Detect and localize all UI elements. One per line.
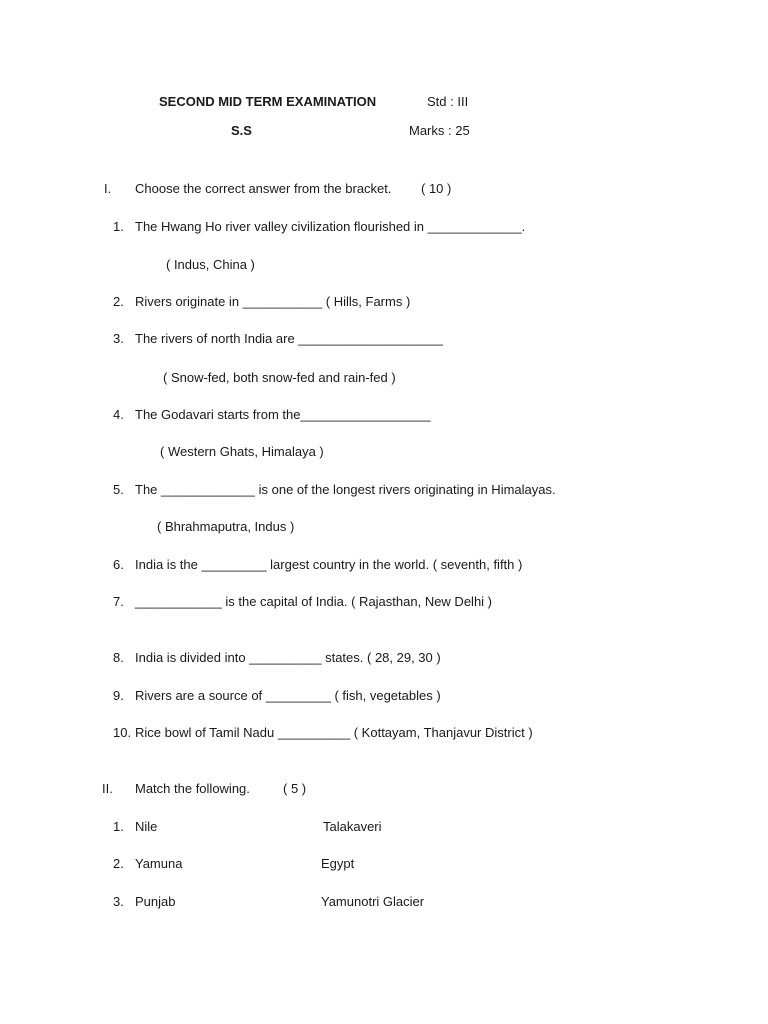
question-text: Rice bowl of Tamil Nadu __________ ( Kottayam, Thanjavur District ) bbox=[135, 725, 533, 740]
match-number: 1. bbox=[113, 819, 124, 834]
section1-marks: ( 10 ) bbox=[421, 181, 452, 196]
match-right-item: Egypt bbox=[321, 856, 355, 871]
question-text: The rivers of north India are ____________________ bbox=[135, 331, 443, 346]
question-number: 9. bbox=[113, 688, 124, 703]
question-text: ____________ is the capital of India. ( Rajasthan, New Delhi ) bbox=[135, 594, 492, 609]
question-options: ( Western Ghats, Himalaya ) bbox=[160, 444, 324, 459]
question-number: 8. bbox=[113, 650, 124, 665]
std-label: Std : III bbox=[427, 94, 469, 109]
question-number: 7. bbox=[113, 594, 124, 609]
match-right-item: Talakaveri bbox=[323, 819, 382, 834]
marks-label: Marks : 25 bbox=[409, 123, 470, 138]
match-left-item: Nile bbox=[135, 819, 158, 834]
question-number: 4. bbox=[113, 407, 124, 422]
match-number: 3. bbox=[113, 894, 124, 909]
question-text: India is divided into __________ states. ( 28, 29, 30 ) bbox=[135, 650, 441, 665]
section2-marks: ( 5 ) bbox=[283, 781, 307, 796]
match-number: 2. bbox=[113, 856, 124, 871]
question-text: The _____________ is one of the longest rivers originating in Himalayas. bbox=[135, 482, 556, 497]
section1-numeral: I. bbox=[104, 181, 112, 196]
question-options: ( Snow-fed, both snow-fed and rain-fed ) bbox=[163, 370, 396, 385]
question-number: 10. bbox=[113, 725, 132, 740]
question-text: India is the _________ largest country in the world. ( seventh, fifth ) bbox=[135, 557, 523, 572]
question-number: 6. bbox=[113, 557, 124, 572]
question-text: The Godavari starts from the__________________ bbox=[135, 407, 431, 422]
question-text: Rivers originate in ___________ ( Hills, Farms ) bbox=[135, 294, 411, 309]
match-left-item: Yamuna bbox=[135, 856, 183, 871]
question-text: Rivers are a source of _________ ( fish, vegetables ) bbox=[135, 688, 441, 703]
question-number: 1. bbox=[113, 219, 124, 234]
question-options: ( Bhrahmaputra, Indus ) bbox=[157, 519, 295, 534]
section2-instruction: Match the following. bbox=[135, 781, 250, 796]
section1-instruction: Choose the correct answer from the bracket. bbox=[135, 181, 392, 196]
question-number: 3. bbox=[113, 331, 124, 346]
subject-label: S.S bbox=[231, 123, 252, 138]
question-options: ( Indus, China ) bbox=[166, 257, 255, 272]
question-text: The Hwang Ho river valley civilization flourished in _____________. bbox=[135, 219, 526, 234]
match-left-item: Punjab bbox=[135, 894, 176, 909]
match-right-item: Yamunotri Glacier bbox=[321, 894, 425, 909]
exam-title: SECOND MID TERM EXAMINATION bbox=[159, 94, 377, 109]
section2-numeral: II. bbox=[102, 781, 113, 796]
question-number: 5. bbox=[113, 482, 124, 497]
question-number: 2. bbox=[113, 294, 124, 309]
